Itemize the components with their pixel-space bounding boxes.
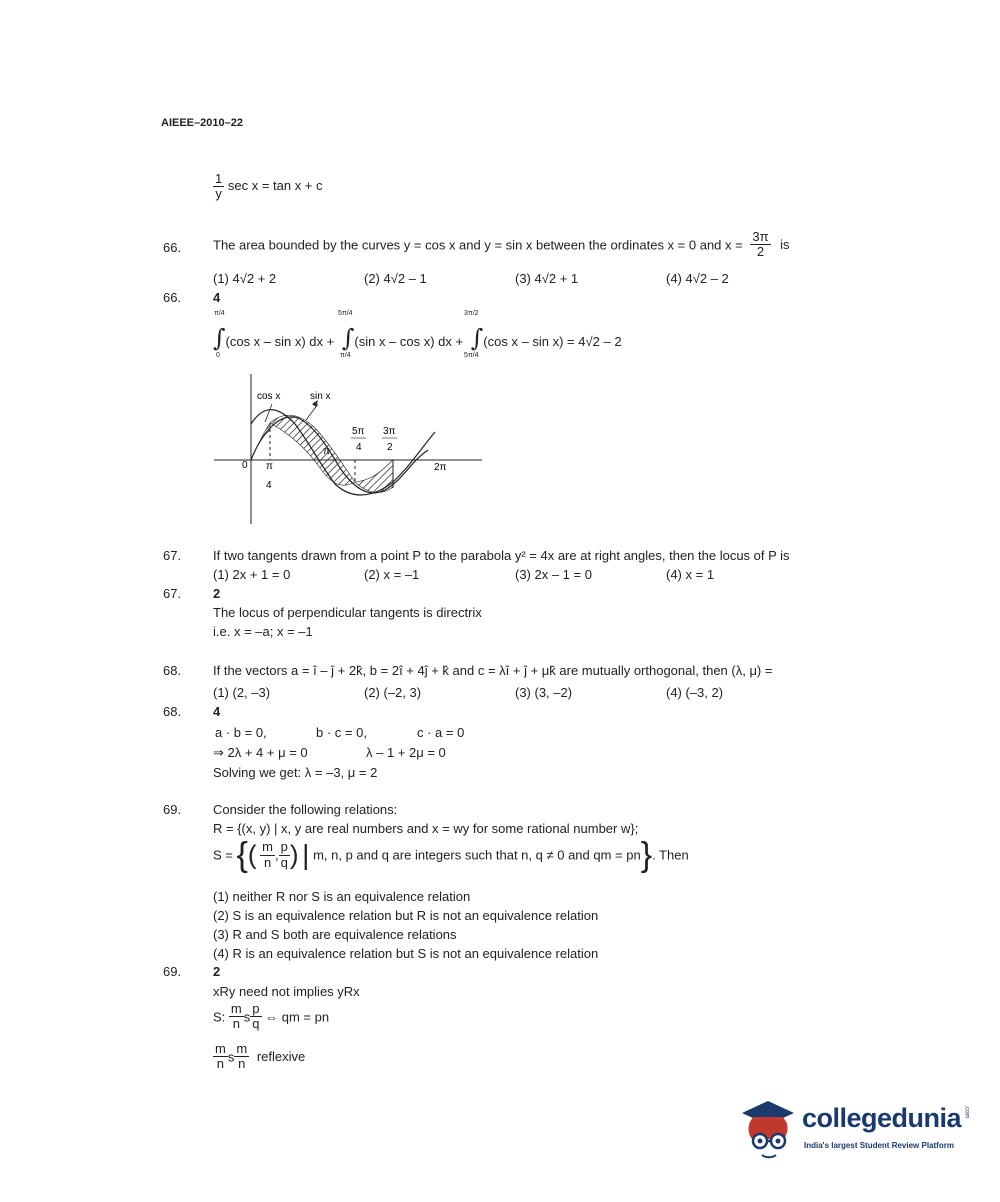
collegedunia-logo[interactable] [738,1095,968,1165]
cos-label-arrow [265,404,272,422]
integral-expression: ∫(cos x – sin x) dx + ∫(sin x – cos x) dx + ∫(cos x – sin x) = 4√2 – 2 [213,324,622,352]
m-over-n-fraction: $\frac{m}{n}$ [236,1041,248,1072]
option-2: (2) (–2, 3) [364,685,422,700]
logo-wordmark: collegedunia [802,1103,962,1133]
relation-r: R = {(x, y) | x, y are real numbers and x = wy for some rational number w}; [213,821,639,836]
integral-sign: ∫ [470,324,484,352]
solution-line: The locus of perpendicular tangents is directrix [213,605,482,620]
fivepi4-num-label: 5π [352,426,365,437]
page-header: AIEEE–2010–22 [161,117,243,129]
limit-lower: π/4 [340,352,351,359]
question-69-text: Consider the following relations: [213,802,398,817]
answer-number: 69. [163,964,182,979]
p-over-q-fraction: $\frac{p}{q}$ [280,839,288,870]
equation-2: λ – 1 + 2μ = 0 [366,745,446,760]
area-graph [210,372,490,528]
question-number: 69. [163,802,182,817]
option-4: (4) 4√2 – 2 [666,271,729,286]
carry-over-equation [213,172,323,202]
threepi2-num-label: 3π [383,426,396,437]
right-paren: ) [289,839,299,870]
question-number: 66. [163,240,182,255]
right-brace: } [640,836,653,874]
option-4: (4) x = 1 [666,567,715,582]
three-pi-over-two-fraction: $\frac{3\pi}{2}$ [752,229,769,260]
option-3: (3) R and S both are equivalence relations [213,927,457,942]
p-over-q-fraction: $\frac{p}{q}$ [252,1001,260,1032]
pi4-den-label: 4 [266,480,272,491]
answer-key: 2 [213,964,221,979]
equation-1: ⇒ 2λ + 4 + μ = 0 [213,745,308,760]
logo-suffix: .com [963,1105,970,1119]
solution-result: Solving we get: λ = –3, μ = 2 [213,765,378,780]
question-number: 68. [163,663,182,678]
two-pi-label: 2π [434,462,447,473]
mascot-icon [738,1095,800,1165]
solution-reflexive-line: $\frac{m}{n}$ s $\frac{m}{n}$ reflexive [215,1041,306,1072]
m-over-n-fraction: $\frac{m}{n}$ [262,839,273,870]
threepi2-den-label: 2 [387,442,393,453]
option-1: (1) (2, –3) [213,685,271,700]
relation-s-symbol: s [243,1009,251,1025]
question-66-text: The area bounded by the curves y = cos x and y = sin x between the ordinates x = 0 and x = $\frac{3\pi}{2}$ is [213,229,790,260]
answer-number: 66. [163,290,182,305]
relation-s: S = {( $\frac{m}{n}$ , $\frac{p}{q}$ ) | m, n, p and q are integers such that n, q ≠ 0 and qm = pn}. Then [213,836,689,874]
solution-s-line: S: $\frac{m}{n}$ s $\frac{p}{q}$ ⇔ qm = pn [213,1001,330,1032]
solution-line: xRy need not implies yRx [213,984,360,999]
cos-label: cos x [257,391,281,402]
limit-lower: 5π/4 [464,352,479,359]
question-number: 67. [163,548,182,563]
limit-lower: 0 [216,352,220,359]
answer-key: 2 [213,586,221,601]
limit-upper: π/4 [214,310,225,317]
solution-line: i.e. x = –a; x = –1 [213,624,313,639]
option-1: (1) 4√2 + 2 [213,271,277,286]
m-over-n-fraction: $\frac{m}{n}$ [215,1041,226,1072]
carry-over-fraction: $\frac{1}{y}$ [215,171,223,202]
dot-product-ca: c · a = 0 [417,725,465,740]
option-2: (2) x = –1 [364,567,420,582]
option-4: (4) R is an equivalence relation but S is not an equivalence relation [213,946,599,961]
integral-sign: ∫ [341,324,355,352]
shaded-region-3 [355,460,393,492]
dot-product-bc: b · c = 0, [316,725,367,740]
option-2: (2) 4√2 – 1 [364,271,427,286]
limit-upper: 3π/2 [464,310,479,317]
m-over-n-fraction: $\frac{m}{n}$ [230,1001,242,1032]
answer-number: 67. [163,586,182,601]
question-67-text: If two tangents drawn from a point P to the parabola y² = 4x are at right angles, then the locus of P is [213,548,790,563]
carry-over-rest: sec x = tan x + c [227,178,323,194]
comma: , [275,847,279,863]
relation-s-symbol: s [227,1049,235,1065]
option-1: (1) 2x + 1 = 0 [213,567,291,582]
option-1: (1) neither R nor S is an equivalence relation [213,889,471,904]
vertical-bar: | [302,839,310,870]
pi4-num-label: π [266,461,273,472]
answer-number: 68. [163,704,182,719]
option-3: (3) 4√2 + 1 [515,271,579,286]
question-68-text: If the vectors a = î – ĵ + 2k̂, b = 2î + 4ĵ + k̂ and c = λî + ĵ + μk̂ are mutually orthogonal, then (λ, μ) = [213,663,773,678]
option-4: (4) (–3, 2) [666,685,724,700]
limit-upper: 5π/4 [338,310,353,317]
option-3: (3) 2x – 1 = 0 [515,567,592,582]
dot-product-ab: a · b = 0, [215,725,267,740]
left-paren: ( [247,839,257,870]
sin-label-arrow [306,404,318,420]
origin-label: 0 [242,460,248,471]
pi-label: π [323,446,330,457]
logo-tagline: India's largest Student Review Platform [804,1141,954,1150]
fivepi4-den-label: 4 [356,442,362,453]
answer-key: 4 [213,290,221,305]
integral-sign: ∫ [213,324,226,352]
option-2: (2) S is an equivalence relation but R is not an equivalence relation [213,908,599,923]
sin-label: sin x [310,391,331,402]
answer-key: 4 [213,704,221,719]
left-brace: { [236,836,248,874]
option-3: (3) (3, –2) [515,685,573,700]
